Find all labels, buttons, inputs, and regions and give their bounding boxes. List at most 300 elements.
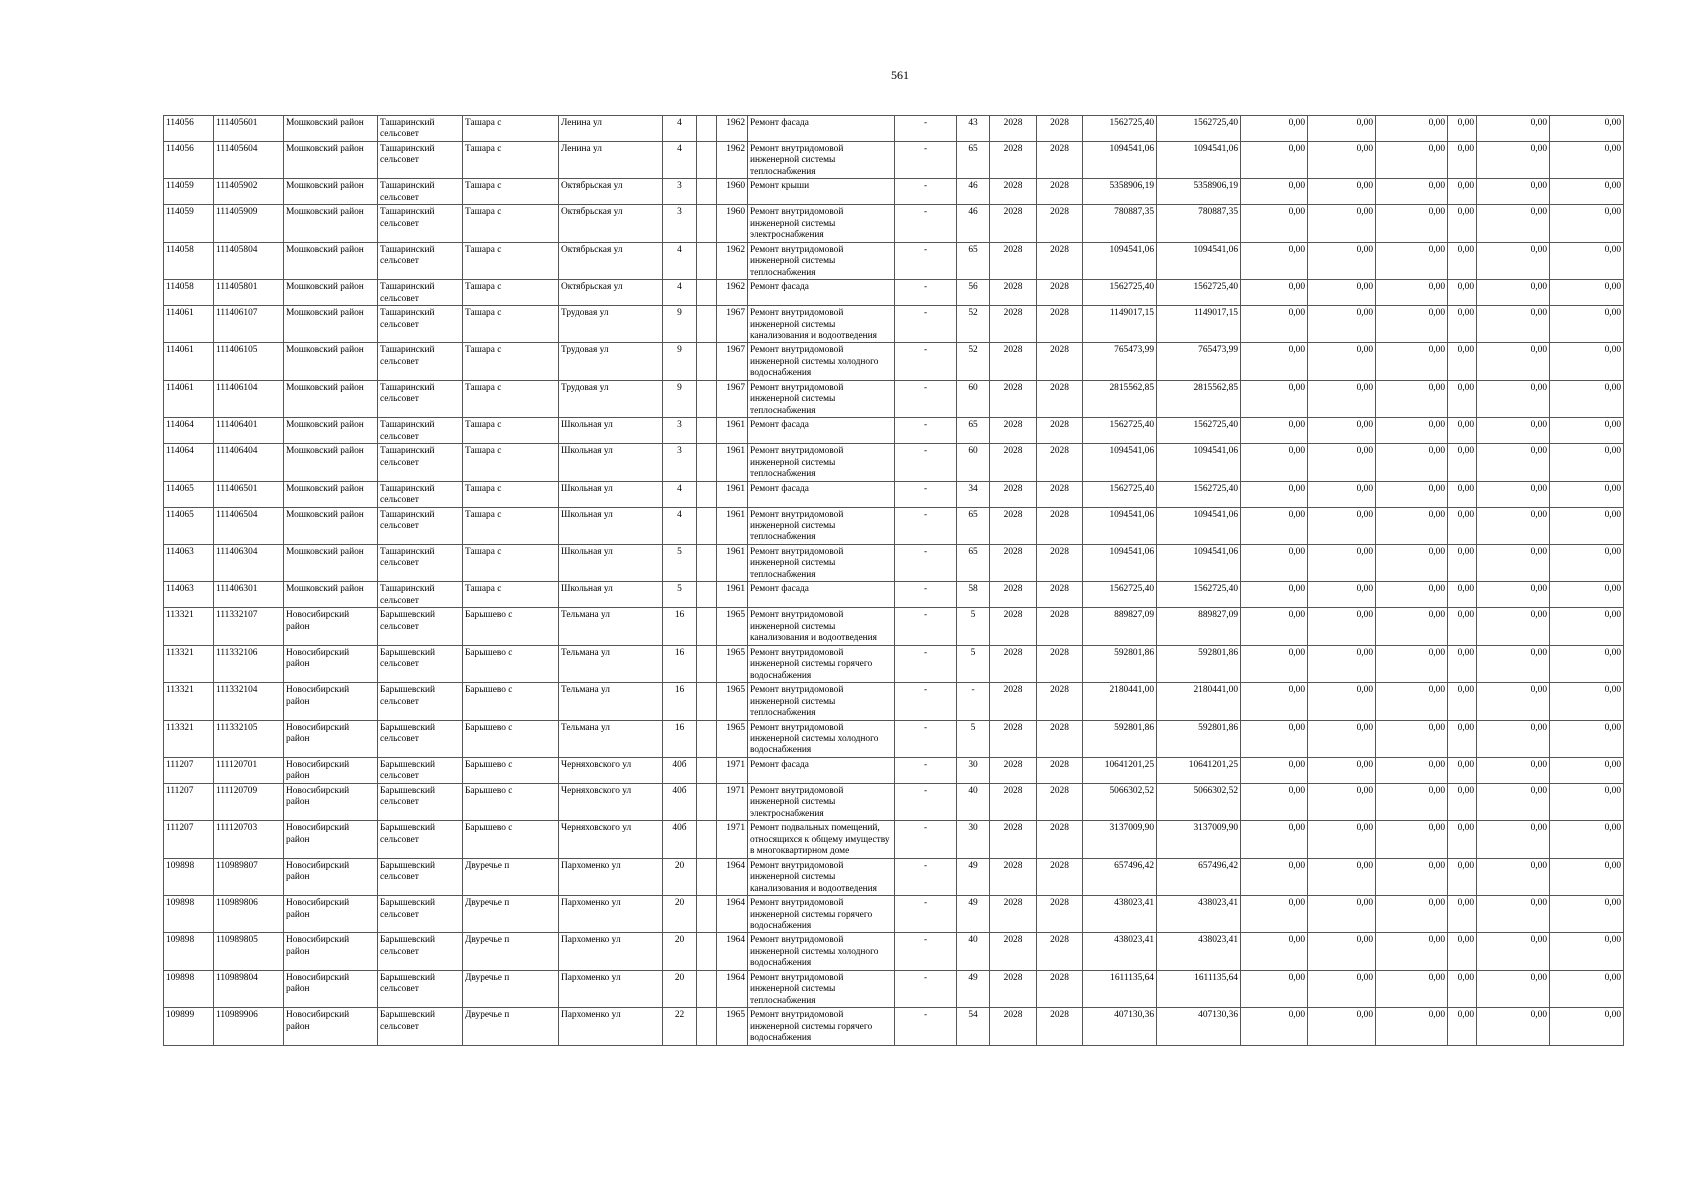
settlement-cell: Барышево с <box>463 608 559 645</box>
district-cell: Мошковский район <box>284 544 378 581</box>
amount-c-cell: 0,00 <box>1376 757 1448 783</box>
table-row <box>164 116 1624 142</box>
house-number-cell: 4 <box>663 481 697 507</box>
dash-column-cell: - <box>895 970 957 1007</box>
wear-percent-cell: 46 <box>957 205 990 242</box>
amount-a-cell: 0,00 <box>1241 970 1308 1007</box>
building-id-cell: 109898 <box>164 858 214 895</box>
street-cell: Трудовая ул <box>559 343 663 380</box>
dash-column-cell: - <box>895 896 957 933</box>
building-block-cell <box>697 757 717 783</box>
street-cell: Тельмана ул <box>559 645 663 682</box>
council-cell: Барышевский сельсовет <box>378 1008 463 1045</box>
building-block-cell <box>697 343 717 380</box>
year-start-cell: 2028 <box>990 683 1037 720</box>
amount-a-cell: 0,00 <box>1241 343 1308 380</box>
year-start-cell: 2028 <box>990 821 1037 858</box>
cost-fund-cell: 1562725,40 <box>1157 280 1241 306</box>
amount-c-cell: 0,00 <box>1376 205 1448 242</box>
amount-f-cell: 0,00 <box>1550 444 1624 481</box>
amount-e-cell: 0,00 <box>1477 444 1550 481</box>
cost-fund-cell: 2180441,00 <box>1157 683 1241 720</box>
year-built-cell: 1961 <box>717 481 748 507</box>
street-cell: Школьная ул <box>559 544 663 581</box>
council-cell: Ташаринский сельсовет <box>378 205 463 242</box>
house-number-cell: 5 <box>663 544 697 581</box>
council-cell: Барышевский сельсовет <box>378 683 463 720</box>
year-built-cell: 1965 <box>717 683 748 720</box>
amount-b-cell: 0,00 <box>1308 507 1376 544</box>
amount-d-cell: 0,00 <box>1448 720 1477 757</box>
amount-d-cell: 0,00 <box>1448 970 1477 1007</box>
year-built-cell: 1967 <box>717 343 748 380</box>
year-end-cell: 2028 <box>1037 582 1083 608</box>
year-built-cell: 1961 <box>717 418 748 444</box>
year-built-cell: 1964 <box>717 933 748 970</box>
wear-percent-cell: 54 <box>957 1008 990 1045</box>
house-number-cell: 5 <box>663 582 697 608</box>
amount-f-cell: 0,00 <box>1550 280 1624 306</box>
amount-b-cell: 0,00 <box>1308 720 1376 757</box>
house-number-cell: 4 <box>663 242 697 279</box>
council-cell: Барышевский сельсовет <box>378 933 463 970</box>
year-built-cell: 1967 <box>717 380 748 417</box>
year-end-cell: 2028 <box>1037 757 1083 783</box>
building-block-cell <box>697 783 717 820</box>
amount-b-cell: 0,00 <box>1308 444 1376 481</box>
amount-a-cell: 0,00 <box>1241 582 1308 608</box>
settlement-cell: Барышево с <box>463 720 559 757</box>
council-cell: Барышевский сельсовет <box>378 645 463 682</box>
cost-total-cell: 657496,42 <box>1083 858 1157 895</box>
building-id-cell: 109898 <box>164 933 214 970</box>
repair-program-table <box>163 115 1624 1046</box>
amount-a-cell: 0,00 <box>1241 116 1308 142</box>
cost-fund-cell: 592801,86 <box>1157 645 1241 682</box>
year-built-cell: 1965 <box>717 608 748 645</box>
settlement-cell: Ташара с <box>463 418 559 444</box>
cost-fund-cell: 592801,86 <box>1157 720 1241 757</box>
building-id-cell: 114061 <box>164 306 214 343</box>
work-id-cell: 111332105 <box>214 720 284 757</box>
work-id-cell: 111120703 <box>214 821 284 858</box>
settlement-cell: Ташара с <box>463 444 559 481</box>
wear-percent-cell: 30 <box>957 757 990 783</box>
year-end-cell: 2028 <box>1037 896 1083 933</box>
amount-b-cell: 0,00 <box>1308 380 1376 417</box>
building-id-cell: 113321 <box>164 608 214 645</box>
building-id-cell: 114064 <box>164 418 214 444</box>
year-built-cell: 1967 <box>717 306 748 343</box>
settlement-cell: Двуречье п <box>463 970 559 1007</box>
work-type-cell: Ремонт внутридомовой инженерной системы теплоснабжения <box>748 507 895 544</box>
wear-percent-cell: 5 <box>957 720 990 757</box>
street-cell: Октябрьская ул <box>559 242 663 279</box>
amount-e-cell: 0,00 <box>1477 280 1550 306</box>
work-id-cell: 110989804 <box>214 970 284 1007</box>
amount-e-cell: 0,00 <box>1477 481 1550 507</box>
amount-a-cell: 0,00 <box>1241 280 1308 306</box>
work-id-cell: 111120701 <box>214 757 284 783</box>
year-end-cell: 2028 <box>1037 481 1083 507</box>
settlement-cell: Ташара с <box>463 280 559 306</box>
amount-c-cell: 0,00 <box>1376 683 1448 720</box>
district-cell: Новосибирский район <box>284 645 378 682</box>
council-cell: Барышевский сельсовет <box>378 757 463 783</box>
building-block-cell <box>697 242 717 279</box>
year-end-cell: 2028 <box>1037 783 1083 820</box>
amount-d-cell: 0,00 <box>1448 858 1477 895</box>
building-id-cell: 111207 <box>164 783 214 820</box>
wear-percent-cell: 65 <box>957 141 990 178</box>
house-number-cell: 40б <box>663 757 697 783</box>
cost-total-cell: 1562725,40 <box>1083 418 1157 444</box>
house-number-cell: 9 <box>663 380 697 417</box>
amount-d-cell: 0,00 <box>1448 343 1477 380</box>
council-cell: Ташаринский сельсовет <box>378 444 463 481</box>
table-row <box>164 380 1624 417</box>
street-cell: Школьная ул <box>559 418 663 444</box>
amount-e-cell: 0,00 <box>1477 1008 1550 1045</box>
amount-a-cell: 0,00 <box>1241 544 1308 581</box>
year-built-cell: 1964 <box>717 896 748 933</box>
district-cell: Новосибирский район <box>284 783 378 820</box>
amount-a-cell: 0,00 <box>1241 507 1308 544</box>
work-id-cell: 111406301 <box>214 582 284 608</box>
amount-c-cell: 0,00 <box>1376 544 1448 581</box>
amount-d-cell: 0,00 <box>1448 783 1477 820</box>
amount-e-cell: 0,00 <box>1477 116 1550 142</box>
street-cell: Ленина ул <box>559 116 663 142</box>
year-start-cell: 2028 <box>990 343 1037 380</box>
wear-percent-cell: 49 <box>957 858 990 895</box>
work-type-cell: Ремонт фасада <box>748 757 895 783</box>
dash-column-cell: - <box>895 242 957 279</box>
year-start-cell: 2028 <box>990 757 1037 783</box>
district-cell: Мошковский район <box>284 179 378 205</box>
wear-percent-cell: 65 <box>957 544 990 581</box>
amount-c-cell: 0,00 <box>1376 608 1448 645</box>
work-type-cell: Ремонт внутридомовой инженерной системы горячего водоснабжения <box>748 645 895 682</box>
year-end-cell: 2028 <box>1037 141 1083 178</box>
work-type-cell: Ремонт фасада <box>748 418 895 444</box>
year-start-cell: 2028 <box>990 970 1037 1007</box>
amount-b-cell: 0,00 <box>1308 280 1376 306</box>
work-type-cell: Ремонт внутридомовой инженерной системы электроснабжения <box>748 205 895 242</box>
amount-c-cell: 0,00 <box>1376 582 1448 608</box>
amount-e-cell: 0,00 <box>1477 858 1550 895</box>
year-end-cell: 2028 <box>1037 507 1083 544</box>
wear-percent-cell: 5 <box>957 645 990 682</box>
dash-column-cell: - <box>895 783 957 820</box>
amount-b-cell: 0,00 <box>1308 116 1376 142</box>
cost-fund-cell: 1094541,06 <box>1157 544 1241 581</box>
year-end-cell: 2028 <box>1037 933 1083 970</box>
house-number-cell: 20 <box>663 858 697 895</box>
building-id-cell: 114059 <box>164 205 214 242</box>
year-start-cell: 2028 <box>990 933 1037 970</box>
amount-e-cell: 0,00 <box>1477 380 1550 417</box>
cost-total-cell: 1611135,64 <box>1083 970 1157 1007</box>
year-built-cell: 1971 <box>717 783 748 820</box>
settlement-cell: Барышево с <box>463 821 559 858</box>
work-type-cell: Ремонт внутридомовой инженерной системы холодного водоснабжения <box>748 933 895 970</box>
district-cell: Мошковский район <box>284 507 378 544</box>
year-end-cell: 2028 <box>1037 720 1083 757</box>
cost-fund-cell: 2815562,85 <box>1157 380 1241 417</box>
cost-fund-cell: 1094541,06 <box>1157 141 1241 178</box>
cost-total-cell: 2180441,00 <box>1083 683 1157 720</box>
work-type-cell: Ремонт внутридомовой инженерной системы теплоснабжения <box>748 444 895 481</box>
house-number-cell: 40б <box>663 821 697 858</box>
amount-b-cell: 0,00 <box>1308 608 1376 645</box>
dash-column-cell: - <box>895 507 957 544</box>
table-row <box>164 205 1624 242</box>
year-start-cell: 2028 <box>990 116 1037 142</box>
amount-a-cell: 0,00 <box>1241 306 1308 343</box>
table-row <box>164 783 1624 820</box>
dash-column-cell: - <box>895 608 957 645</box>
work-id-cell: 111405801 <box>214 280 284 306</box>
cost-total-cell: 3137009,90 <box>1083 821 1157 858</box>
council-cell: Барышевский сельсовет <box>378 821 463 858</box>
street-cell: Школьная ул <box>559 507 663 544</box>
year-start-cell: 2028 <box>990 896 1037 933</box>
street-cell: Октябрьская ул <box>559 280 663 306</box>
street-cell: Школьная ул <box>559 481 663 507</box>
dash-column-cell: - <box>895 306 957 343</box>
amount-f-cell: 0,00 <box>1550 418 1624 444</box>
street-cell: Ленина ул <box>559 141 663 178</box>
amount-c-cell: 0,00 <box>1376 1008 1448 1045</box>
building-block-cell <box>697 582 717 608</box>
council-cell: Барышевский сельсовет <box>378 783 463 820</box>
amount-a-cell: 0,00 <box>1241 141 1308 178</box>
district-cell: Новосибирский район <box>284 608 378 645</box>
cost-total-cell: 5358906,19 <box>1083 179 1157 205</box>
district-cell: Мошковский район <box>284 205 378 242</box>
amount-d-cell: 0,00 <box>1448 280 1477 306</box>
street-cell: Школьная ул <box>559 444 663 481</box>
amount-e-cell: 0,00 <box>1477 970 1550 1007</box>
work-id-cell: 111406401 <box>214 418 284 444</box>
year-start-cell: 2028 <box>990 205 1037 242</box>
amount-b-cell: 0,00 <box>1308 481 1376 507</box>
year-start-cell: 2028 <box>990 544 1037 581</box>
table-row <box>164 418 1624 444</box>
settlement-cell: Барышево с <box>463 757 559 783</box>
building-id-cell: 114056 <box>164 116 214 142</box>
settlement-cell: Ташара с <box>463 116 559 142</box>
council-cell: Ташаринский сельсовет <box>378 116 463 142</box>
building-block-cell <box>697 280 717 306</box>
amount-f-cell: 0,00 <box>1550 821 1624 858</box>
amount-d-cell: 0,00 <box>1448 306 1477 343</box>
building-id-cell: 114065 <box>164 481 214 507</box>
street-cell: Трудовая ул <box>559 380 663 417</box>
work-type-cell: Ремонт внутридомовой инженерной системы электроснабжения <box>748 783 895 820</box>
amount-b-cell: 0,00 <box>1308 896 1376 933</box>
street-cell: Тельмана ул <box>559 683 663 720</box>
amount-a-cell: 0,00 <box>1241 933 1308 970</box>
building-id-cell: 113321 <box>164 683 214 720</box>
council-cell: Барышевский сельсовет <box>378 858 463 895</box>
settlement-cell: Барышево с <box>463 683 559 720</box>
wear-percent-cell: 52 <box>957 306 990 343</box>
amount-f-cell: 0,00 <box>1550 683 1624 720</box>
amount-d-cell: 0,00 <box>1448 205 1477 242</box>
building-id-cell: 111207 <box>164 757 214 783</box>
dash-column-cell: - <box>895 418 957 444</box>
table-row <box>164 1008 1624 1045</box>
building-block-cell <box>697 896 717 933</box>
cost-fund-cell: 657496,42 <box>1157 858 1241 895</box>
amount-a-cell: 0,00 <box>1241 757 1308 783</box>
year-built-cell: 1965 <box>717 720 748 757</box>
table-row <box>164 720 1624 757</box>
council-cell: Ташаринский сельсовет <box>378 280 463 306</box>
cost-total-cell: 765473,99 <box>1083 343 1157 380</box>
amount-f-cell: 0,00 <box>1550 544 1624 581</box>
dash-column-cell: - <box>895 481 957 507</box>
street-cell: Пархоменко ул <box>559 970 663 1007</box>
amount-d-cell: 0,00 <box>1448 645 1477 682</box>
house-number-cell: 22 <box>663 1008 697 1045</box>
work-type-cell: Ремонт подвальных помещений, относящихся к общему имуществу в многоквартирном доме <box>748 821 895 858</box>
dash-column-cell: - <box>895 141 957 178</box>
table-row <box>164 858 1624 895</box>
building-block-cell <box>697 179 717 205</box>
year-start-cell: 2028 <box>990 858 1037 895</box>
amount-b-cell: 0,00 <box>1308 418 1376 444</box>
amount-b-cell: 0,00 <box>1308 343 1376 380</box>
amount-a-cell: 0,00 <box>1241 481 1308 507</box>
amount-a-cell: 0,00 <box>1241 608 1308 645</box>
work-type-cell: Ремонт внутридомовой инженерной системы горячего водоснабжения <box>748 1008 895 1045</box>
work-type-cell: Ремонт внутридомовой инженерной системы теплоснабжения <box>748 683 895 720</box>
cost-fund-cell: 1094541,06 <box>1157 242 1241 279</box>
council-cell: Барышевский сельсовет <box>378 608 463 645</box>
amount-d-cell: 0,00 <box>1448 821 1477 858</box>
amount-d-cell: 0,00 <box>1448 608 1477 645</box>
cost-total-cell: 407130,36 <box>1083 1008 1157 1045</box>
work-id-cell: 110989807 <box>214 858 284 895</box>
year-start-cell: 2028 <box>990 444 1037 481</box>
year-end-cell: 2028 <box>1037 858 1083 895</box>
building-id-cell: 109899 <box>164 1008 214 1045</box>
work-id-cell: 111406104 <box>214 380 284 417</box>
amount-a-cell: 0,00 <box>1241 380 1308 417</box>
amount-c-cell: 0,00 <box>1376 858 1448 895</box>
wear-percent-cell: 65 <box>957 242 990 279</box>
year-start-cell: 2028 <box>990 280 1037 306</box>
wear-percent-cell: 49 <box>957 896 990 933</box>
house-number-cell: 16 <box>663 645 697 682</box>
year-start-cell: 2028 <box>990 242 1037 279</box>
year-end-cell: 2028 <box>1037 380 1083 417</box>
wear-percent-cell: 49 <box>957 970 990 1007</box>
building-block-cell <box>697 481 717 507</box>
building-block-cell <box>697 720 717 757</box>
building-block-cell <box>697 507 717 544</box>
house-number-cell: 20 <box>663 896 697 933</box>
building-block-cell <box>697 380 717 417</box>
building-block-cell <box>697 970 717 1007</box>
cost-fund-cell: 1562725,40 <box>1157 418 1241 444</box>
amount-d-cell: 0,00 <box>1448 933 1477 970</box>
cost-total-cell: 10641201,25 <box>1083 757 1157 783</box>
dash-column-cell: - <box>895 280 957 306</box>
cost-total-cell: 1562725,40 <box>1083 481 1157 507</box>
building-id-cell: 114065 <box>164 507 214 544</box>
cost-fund-cell: 5358906,19 <box>1157 179 1241 205</box>
amount-f-cell: 0,00 <box>1550 179 1624 205</box>
amount-f-cell: 0,00 <box>1550 481 1624 507</box>
building-id-cell: 114056 <box>164 141 214 178</box>
cost-total-cell: 592801,86 <box>1083 645 1157 682</box>
cost-total-cell: 1562725,40 <box>1083 582 1157 608</box>
amount-c-cell: 0,00 <box>1376 306 1448 343</box>
council-cell: Барышевский сельсовет <box>378 970 463 1007</box>
council-cell: Ташаринский сельсовет <box>378 242 463 279</box>
council-cell: Ташаринский сельсовет <box>378 481 463 507</box>
street-cell: Черняховского ул <box>559 783 663 820</box>
work-type-cell: Ремонт внутридомовой инженерной системы канализования и водоотведения <box>748 306 895 343</box>
work-id-cell: 111406304 <box>214 544 284 581</box>
year-built-cell: 1964 <box>717 970 748 1007</box>
amount-d-cell: 0,00 <box>1448 141 1477 178</box>
amount-c-cell: 0,00 <box>1376 933 1448 970</box>
year-built-cell: 1961 <box>717 544 748 581</box>
cost-fund-cell: 3137009,90 <box>1157 821 1241 858</box>
dash-column-cell: - <box>895 645 957 682</box>
district-cell: Мошковский район <box>284 444 378 481</box>
building-block-cell <box>697 608 717 645</box>
dash-column-cell: - <box>895 1008 957 1045</box>
dash-column-cell: - <box>895 757 957 783</box>
year-end-cell: 2028 <box>1037 544 1083 581</box>
amount-f-cell: 0,00 <box>1550 380 1624 417</box>
work-id-cell: 111405902 <box>214 179 284 205</box>
cost-total-cell: 592801,86 <box>1083 720 1157 757</box>
settlement-cell: Ташара с <box>463 205 559 242</box>
work-type-cell: Ремонт внутридомовой инженерной системы теплоснабжения <box>748 242 895 279</box>
building-id-cell: 114063 <box>164 544 214 581</box>
amount-b-cell: 0,00 <box>1308 242 1376 279</box>
amount-e-cell: 0,00 <box>1477 242 1550 279</box>
year-end-cell: 2028 <box>1037 116 1083 142</box>
district-cell: Новосибирский район <box>284 1008 378 1045</box>
amount-d-cell: 0,00 <box>1448 179 1477 205</box>
building-id-cell: 109898 <box>164 970 214 1007</box>
amount-e-cell: 0,00 <box>1477 933 1550 970</box>
amount-b-cell: 0,00 <box>1308 582 1376 608</box>
wear-percent-cell: 43 <box>957 116 990 142</box>
amount-b-cell: 0,00 <box>1308 179 1376 205</box>
amount-d-cell: 0,00 <box>1448 757 1477 783</box>
street-cell: Пархоменко ул <box>559 896 663 933</box>
building-block-cell <box>697 821 717 858</box>
year-start-cell: 2028 <box>990 481 1037 507</box>
district-cell: Мошковский район <box>284 306 378 343</box>
year-built-cell: 1965 <box>717 645 748 682</box>
building-id-cell: 114061 <box>164 380 214 417</box>
council-cell: Барышевский сельсовет <box>378 720 463 757</box>
year-start-cell: 2028 <box>990 783 1037 820</box>
year-built-cell: 1971 <box>717 757 748 783</box>
district-cell: Мошковский район <box>284 582 378 608</box>
table-row <box>164 896 1624 933</box>
